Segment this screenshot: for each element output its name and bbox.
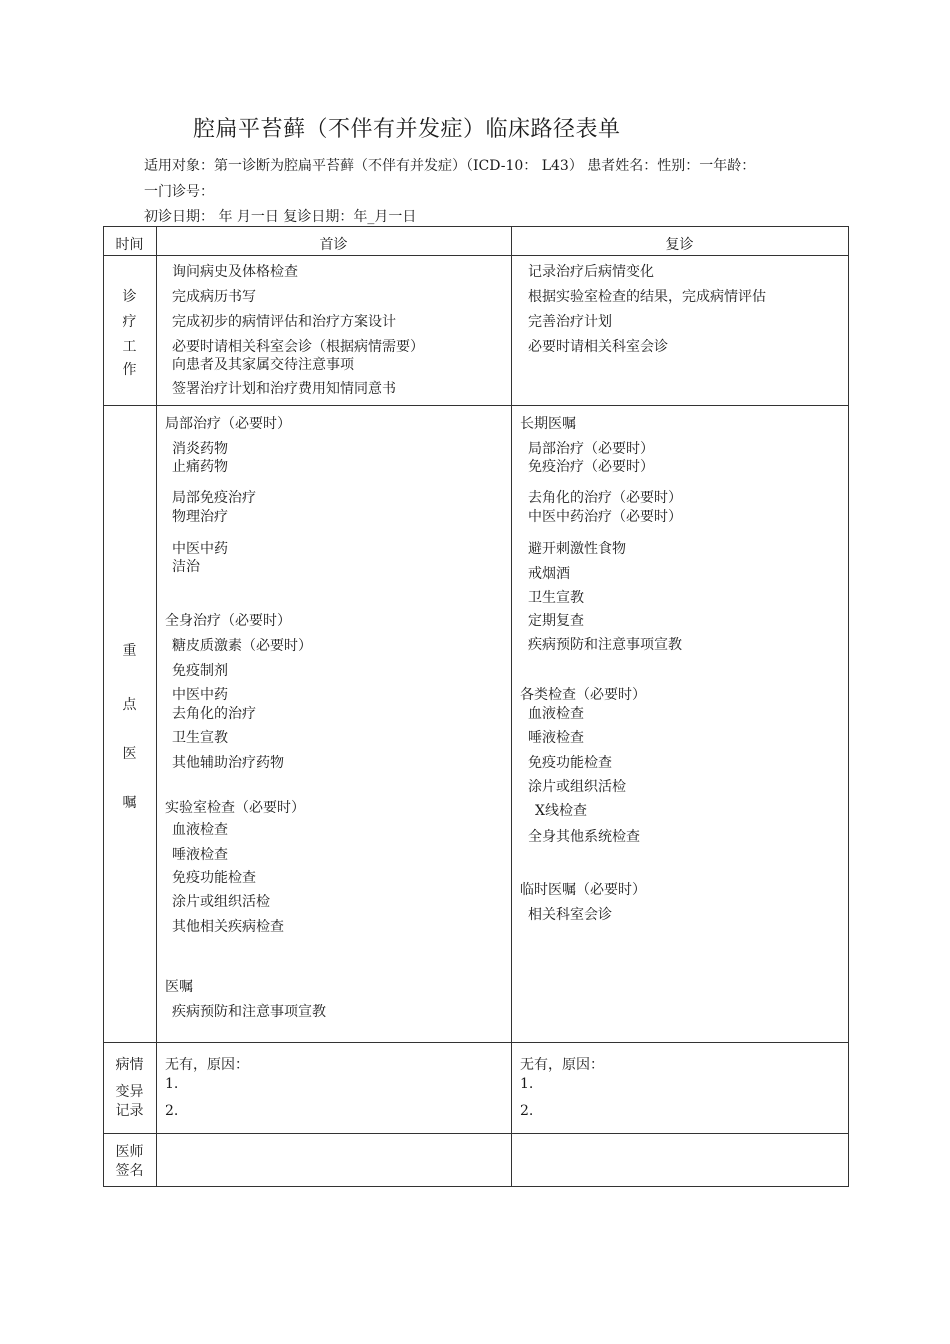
table-rule-orders — [103, 1042, 849, 1043]
orders-first-item: 唾液检查 — [172, 847, 228, 863]
row-label-orders-4: 嘱 — [122, 795, 137, 811]
header-first-visit: 首诊 — [319, 237, 348, 253]
row-label-work-4: 作 — [122, 362, 137, 378]
orders-follow-item: 相关科室会诊 — [528, 907, 612, 923]
orders-follow-item: 卫生宣教 — [528, 590, 584, 606]
orders-follow-item: 血液检查 — [528, 706, 584, 722]
header-follow-up: 复诊 — [665, 237, 694, 253]
table-rule-top — [103, 226, 849, 227]
orders-first-item: 洁治 — [172, 559, 200, 575]
row-label-variance-1: 病情 — [115, 1057, 144, 1073]
work-first-item: 询问病史及体格检查 — [172, 264, 298, 280]
header-time: 时间 — [115, 237, 144, 253]
work-first-item: 必要时请相关科室会诊（根据病情需要） — [172, 339, 424, 355]
orders-first-heading: 医嘱 — [165, 979, 193, 995]
orders-follow-item: 疾病预防和注意事项宣教 — [528, 637, 682, 653]
document-title: 腔扁平苔藓（不伴有并发症）临床路径表单 — [193, 117, 621, 142]
variance-first-line: 1. — [165, 1076, 179, 1092]
orders-follow-heading: 长期医嘱 — [520, 416, 576, 432]
work-first-item: 签署治疗计划和治疗费用知情同意书 — [172, 381, 396, 397]
orders-follow-item: 唾液检查 — [528, 730, 584, 746]
row-label-orders-2: 点 — [122, 697, 137, 713]
orders-first-item: 其他辅助治疗药物 — [172, 755, 284, 771]
orders-first-item: 免疫制剂 — [172, 663, 228, 679]
row-label-work-3: 工 — [122, 339, 137, 355]
work-follow-item: 必要时请相关科室会诊 — [528, 339, 668, 355]
variance-follow-line: 1. — [520, 1076, 534, 1092]
orders-first-item: 涂片或组织活检 — [172, 894, 270, 910]
orders-first-item: 卫生宣教 — [172, 730, 228, 746]
row-label-work-2: 疗 — [122, 314, 137, 330]
orders-first-item: 中医中药 — [172, 687, 228, 703]
row-label-orders-1: 重 — [122, 643, 137, 659]
orders-follow-item: 去角化的治疗（必要时） — [528, 490, 682, 506]
orders-first-item: 局部免疫治疗 — [172, 490, 256, 506]
orders-first-item: 血液检查 — [172, 822, 228, 838]
orders-first-heading: 局部治疗（必要时） — [165, 416, 291, 432]
orders-follow-heading: 各类检查（必要时） — [520, 687, 646, 703]
variance-follow-line: 2. — [520, 1103, 534, 1119]
orders-follow-item: 定期复查 — [528, 613, 584, 629]
orders-follow-heading: 临时医嘱（必要时） — [520, 882, 646, 898]
visit-dates-line: 初诊日期： 年 月一日 复诊日期：年_月一日 — [144, 209, 417, 225]
variance-follow-status: 无有，原因： — [520, 1057, 604, 1073]
signature-follow-field[interactable] — [512, 1134, 848, 1186]
orders-first-item: 去角化的治疗 — [172, 706, 256, 722]
orders-follow-item: 全身其他系统检查 — [528, 829, 640, 845]
orders-first-item: 消炎药物 — [172, 441, 228, 457]
orders-first-heading: 实验室检查（必要时） — [165, 800, 305, 816]
signature-first-field[interactable] — [157, 1134, 511, 1186]
work-first-item: 向患者及其家属交待注意事项 — [172, 357, 354, 373]
table-rule-work — [103, 405, 849, 406]
row-label-work-1: 诊 — [122, 289, 137, 305]
orders-follow-item: 免疫治疗（必要时） — [528, 459, 654, 475]
table-rule-mid — [511, 226, 512, 1187]
orders-first-heading: 全身治疗（必要时） — [165, 613, 291, 629]
table-rule-header — [103, 255, 849, 256]
work-first-item: 完成初步的病情评估和治疗方案设计 — [172, 314, 396, 330]
work-first-item: 完成病历书写 — [172, 289, 256, 305]
orders-follow-item: 涂片或组织活检 — [528, 779, 626, 795]
orders-first-item: 物理治疗 — [172, 509, 228, 525]
orders-follow-item: 中医中药治疗（必要时） — [528, 509, 682, 525]
table-rule-bottom — [103, 1186, 849, 1187]
work-follow-item: 根据实验室检查的结果，完成病情评估 — [528, 289, 766, 305]
table-rule-label-col — [156, 226, 157, 1187]
work-follow-item: 完善治疗计划 — [528, 314, 612, 330]
orders-first-item: 糖皮质激素（必要时） — [172, 638, 312, 654]
clinic-number-line: 一门诊号： — [144, 184, 214, 200]
row-label-signature-1: 医师 — [115, 1144, 144, 1160]
table-rule-right — [848, 226, 849, 1187]
row-label-variance-3: 记录 — [115, 1103, 144, 1119]
orders-follow-item: 局部治疗（必要时） — [528, 441, 654, 457]
row-label-variance-2: 变异 — [115, 1084, 144, 1100]
orders-follow-item: 戒烟酒 — [528, 566, 570, 582]
variance-first-status: 无有，原因： — [165, 1057, 249, 1073]
orders-first-item: 疾病预防和注意事项宣教 — [172, 1004, 326, 1020]
applicable-object-line: 适用对象：第一诊断为腔扁平苔藓（不伴有并发症）（ICD-10： L43） 患者姓名：性别：一年龄： — [144, 158, 756, 174]
orders-follow-item: X线检查 — [535, 803, 587, 819]
orders-follow-item: 免疫功能检查 — [528, 755, 612, 771]
orders-first-item: 止痛药物 — [172, 459, 228, 475]
orders-first-item: 中医中药 — [172, 541, 228, 557]
orders-follow-item: 避开刺激性食物 — [528, 541, 626, 557]
orders-first-item: 免疫功能检查 — [172, 870, 256, 886]
orders-first-item: 其他相关疾病检查 — [172, 919, 284, 935]
variance-first-line: 2. — [165, 1103, 179, 1119]
row-label-orders-3: 医 — [122, 746, 137, 762]
work-follow-item: 记录治疗后病情变化 — [528, 264, 654, 280]
row-label-signature-2: 签名 — [115, 1163, 144, 1179]
